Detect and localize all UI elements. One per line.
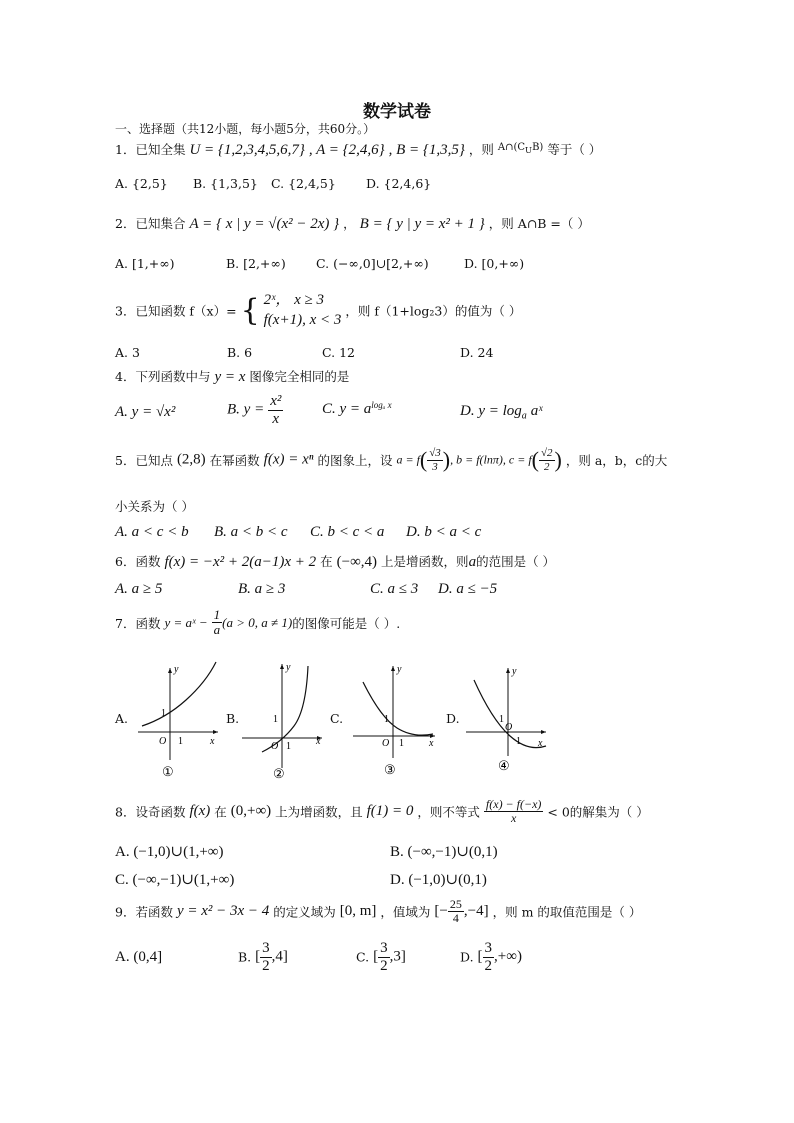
q4-option-d[interactable]: D. $y = \log_a$ aˣ [460,403,543,422]
q9-option-a[interactable]: A. (0,4] [115,949,163,965]
caption-4: ④ [498,758,510,773]
q3-option-b[interactable]: B. 6 [227,345,253,360]
q2-sep: ， [343,216,356,231]
question-5: 5．已知点 (2,8) 在幂函数 f(x) = xⁿ 的图象上，设 a = f( $\frac{√3}{3}$ ), b = f(lnπ), c = f( $\frac{√2}{2}$ ) ，则 a，b，c的大 [115,447,668,473]
q2-set-b: B = { y | y = x² + 1 } [359,216,485,232]
q1-set-u: U = {1,2,3,4,5,6,7} [189,142,305,158]
q6-option-b[interactable]: B. a ≥ 3 [238,581,286,597]
q7-option-c[interactable]: C. [330,711,344,726]
q7-graph-2[interactable] [242,660,332,782]
q3-option-c[interactable]: C. 12 [322,345,355,360]
x-label: x [316,736,321,747]
origin-label: O [271,741,279,752]
x-label: x [210,736,215,747]
q7-graph-1[interactable] [138,660,228,780]
q2-stem: 2．已知集合 [115,216,186,231]
y-label: y [397,664,402,675]
q6-option-d[interactable]: D. a ≤ −5 [438,581,498,597]
q3-tail: ，则 f（1+log₂3）的值为（ ） [345,303,522,319]
y-one-label: 1 [161,708,166,719]
y-axis-arrow [506,668,510,673]
q2-option-d[interactable]: D. [0,+∞) [464,256,525,271]
q2-option-b[interactable]: B. [2,+∞) [226,256,286,271]
x-one-label: 1 [399,738,404,749]
q9-option-b[interactable]: B. [ $\frac{3}{2}$ ,4] [238,940,288,974]
q8-option-c[interactable]: C. (−∞,−1)∪(1,+∞) [115,872,235,888]
q5-option-c[interactable]: C. b < c < a [310,524,385,540]
question-6: 6．函数 f(x) = −x² + 2(a−1)x + 2 在 (−∞,4) 上是增函数，则a的范围是（ ） [115,554,556,570]
q4-expr: y = x [214,369,246,385]
curve [142,662,216,726]
q1-stem: 1．已知全集 [115,142,186,157]
q2-option-a[interactable]: A. [1,+∞) [115,256,175,271]
caption-3: ③ [384,762,396,777]
q2-option-c[interactable]: C. (−∞,0]∪[2,+∞) [316,256,429,271]
question-2 [115,214,590,233]
q1-option-d[interactable]: D. {2,4,6} [366,176,432,191]
q4-stem: 4．下列函数中与 [115,369,211,384]
q9-option-d[interactable]: D. [ $\frac{3}{2}$ ,+∞) [460,940,522,974]
q1-option-a[interactable]: A. {2,5} [115,176,168,191]
question-9: 9．若函数 y = x² − 3x − 4 的定义域为 [0, m] ，值域为 [− $\frac{25}{4}$ ,−4] ，则 m 的取值范围是（ ） [115,897,642,926]
y-axis-arrow [280,664,284,669]
q1-expr: A∩(CUB) [497,142,544,155]
caption-2: ② [273,766,285,781]
question-1 [115,140,601,159]
q7-option-d[interactable]: D. [446,711,460,726]
curve [262,666,308,752]
q4-b-frac: $\frac{\text{x²}}{x}$ [270,393,282,427]
y-axis-arrow [168,668,172,673]
q7-graph-4[interactable] [466,664,552,778]
question-8: 8．设奇函数 f(x) 在 (0,+∞) 上为增函数，且 f(1) = 0 ，则不等式 $\frac{f(x) - f(-x)}{x}$ < 0的解集为（ ） [115,797,649,826]
q7-option-a[interactable]: A. [115,711,129,726]
q1-set-b: , B = {1,3,5} [388,142,465,158]
curve [363,682,433,735]
y-one-label: 1 [499,714,504,725]
x-label: x [429,738,434,749]
x-axis-arrow [213,730,218,734]
question-4 [115,367,349,386]
q4-option-a[interactable]: A. y = √x² [115,404,176,420]
q7-graph-3[interactable] [353,662,443,782]
q4-option-b[interactable]: B. y = $\frac{\text{x²}}{x}$ [227,393,282,427]
q9-option-c[interactable]: C. [ $\frac{3}{2}$ ,3] [356,940,406,974]
x-one-label: 1 [178,736,183,747]
origin-label: O [505,722,513,733]
x-one-label: 1 [516,736,521,747]
q1-option-c[interactable]: C. {2,4,5} [271,176,336,191]
q3-case-2: f(x+1), x < 3 [263,312,342,329]
y-one-label: 1 [273,714,278,725]
y-one-label: 1 [384,714,389,725]
q4-tail: 图像完全相同的是 [249,369,350,384]
x-axis-arrow [541,730,546,734]
y-label: y [512,666,517,677]
q8-option-a[interactable]: A. (−1,0)∪(1,+∞) [115,844,224,860]
q5-option-b[interactable]: B. a < b < c [214,524,288,540]
page-title: 数学试卷 [363,102,431,122]
q1-set-a: , A = {2,4,6} [308,142,385,158]
origin-label: O [382,738,390,749]
question-7: 7．函数 y = aˣ − $\frac{1}{a}$ (a > 0, a ≠ 1)的图像可能是（ ）. [115,607,401,638]
q1-then: ，则 [468,142,494,157]
q8-option-d[interactable]: D. (−1,0)∪(0,1) [390,872,487,888]
section-heading: 一、选择题（共12小题，每小题5分，共60分。） [115,122,376,136]
q7-option-b[interactable]: B. [226,711,240,726]
q4-option-c[interactable]: C. $y = a^{log_a x}$ [322,400,392,418]
question-3 [115,290,521,331]
q3-option-a[interactable]: A. 3 [115,345,140,360]
q3-cases [264,290,342,331]
q1-option-b[interactable]: B. {1,3,5} [193,176,258,191]
q3-case-1: 2ˣ， x ≥ 3 [263,292,325,308]
q3-stem: 3．已知函数 f（x）= [115,303,237,319]
q5-option-a[interactable]: A. a < c < b [115,524,189,540]
q8-option-b[interactable]: B. (−∞,−1)∪(0,1) [390,844,498,860]
q1-tail: 等于（ ） [547,142,602,157]
y-label: y [286,662,291,673]
caption-1: ① [162,764,174,779]
q2-tail: ，则 A∩B =（ ） [488,216,590,231]
origin-label: O [159,736,167,747]
q5-line-2: 小关系为（ ） [115,499,194,514]
q6-option-c[interactable]: C. a ≤ 3 [370,581,419,597]
q6-option-a[interactable]: A. a ≥ 5 [115,581,163,597]
x-one-label: 1 [286,741,291,752]
q3-option-d[interactable]: D. 24 [460,345,494,360]
curve [474,680,546,748]
q2-set-a: A = { x | y = √(x² − 2x) } [189,216,340,232]
x-label: x [538,738,543,749]
q5-option-d[interactable]: D. b < a < c [406,524,482,540]
y-axis-arrow [391,666,395,671]
y-label: y [174,664,179,675]
q3-brace: { [240,292,260,328]
